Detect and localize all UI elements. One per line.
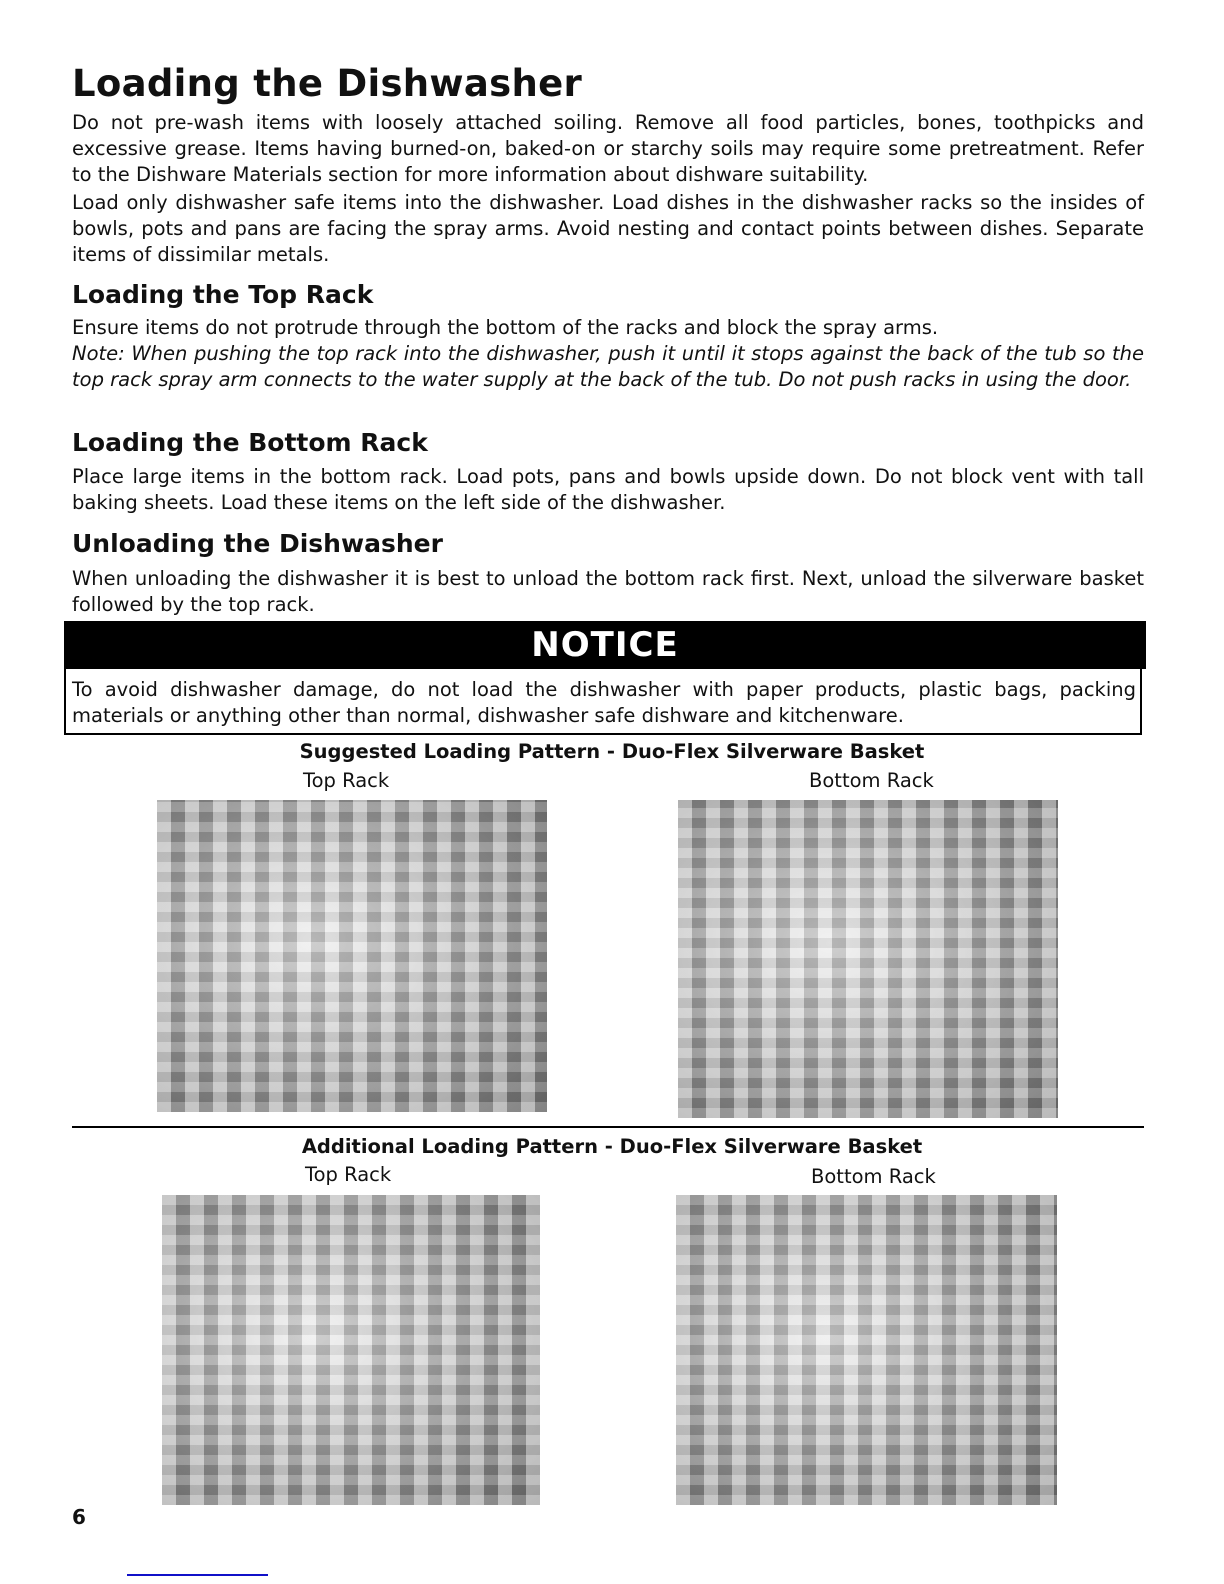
top-rack-heading: Loading the Top Rack <box>72 280 374 309</box>
page-title: Loading the Dishwasher <box>72 62 583 105</box>
top-rack-note: Note: When pushing the top rack into the dishwasher, push it until it stops against the back of the tub so the top rack spray arm connects to the water supply at the back of the tub. Do not push racks in using the door. <box>72 342 1144 391</box>
suggested-bottom-rack-label: Bottom Rack <box>809 769 934 792</box>
suggested-top-rack-photo <box>157 800 547 1112</box>
suggested-top-rack-label: Top Rack <box>303 769 390 792</box>
additional-bottom-rack-label: Bottom Rack <box>811 1165 936 1188</box>
top-rack-text: Ensure items do not protrude through the bottom of the racks and block the spray arms. <box>72 316 939 339</box>
suggested-bottom-rack-photo <box>678 800 1058 1118</box>
additional-top-rack-label: Top Rack <box>305 1163 392 1186</box>
additional-pattern-caption: Additional Loading Pattern - Duo-Flex Silverware Basket <box>301 1135 923 1158</box>
intro-paragraph-2: Load only dishwasher safe items into the dishwasher. Load dishes in the dishwasher racks so the insides of bowls, pots and pans are facing the spray arms. Avoid nesting and contact points between dishes. Separate items of dissimilar metals. <box>72 191 1144 266</box>
unloading-text: When unloading the dishwasher it is best to unload the bottom rack first. Next, unload the silverware basket followed by the top rack. <box>72 567 1144 616</box>
additional-top-rack-photo <box>162 1195 540 1505</box>
suggested-pattern-caption: Suggested Loading Pattern - Duo-Flex Silverware Basket <box>299 740 925 763</box>
notice-banner: NOTICE <box>64 621 1146 669</box>
page-number: 6 <box>72 1505 86 1529</box>
bottom-rack-heading: Loading the Bottom Rack <box>72 428 428 457</box>
intro-paragraph-1: Do not pre-wash items with loosely attached soiling. Remove all food particles, bones, toothpicks and excessive grease. Items having burned-on, baked-on or starchy soils may require some pretreatment. Refer to the Dishware Materials section for more information about dishware suitability. <box>72 111 1144 186</box>
link-underline <box>127 1574 268 1576</box>
bottom-rack-text: Place large items in the bottom rack. Load pots, pans and bowls upside down. Do not block vent with tall baking sheets. Load these items on the left side of the dishwasher. <box>72 465 1144 514</box>
unloading-heading: Unloading the Dishwasher <box>72 529 443 558</box>
notice-text: To avoid dishwasher damage, do not load the dishwasher with paper products, plastic bags, packing materials or anything other than normal, dishwasher safe dishware and kitchenware. <box>64 669 1142 735</box>
divider <box>72 1126 1144 1128</box>
additional-bottom-rack-photo <box>676 1195 1057 1505</box>
